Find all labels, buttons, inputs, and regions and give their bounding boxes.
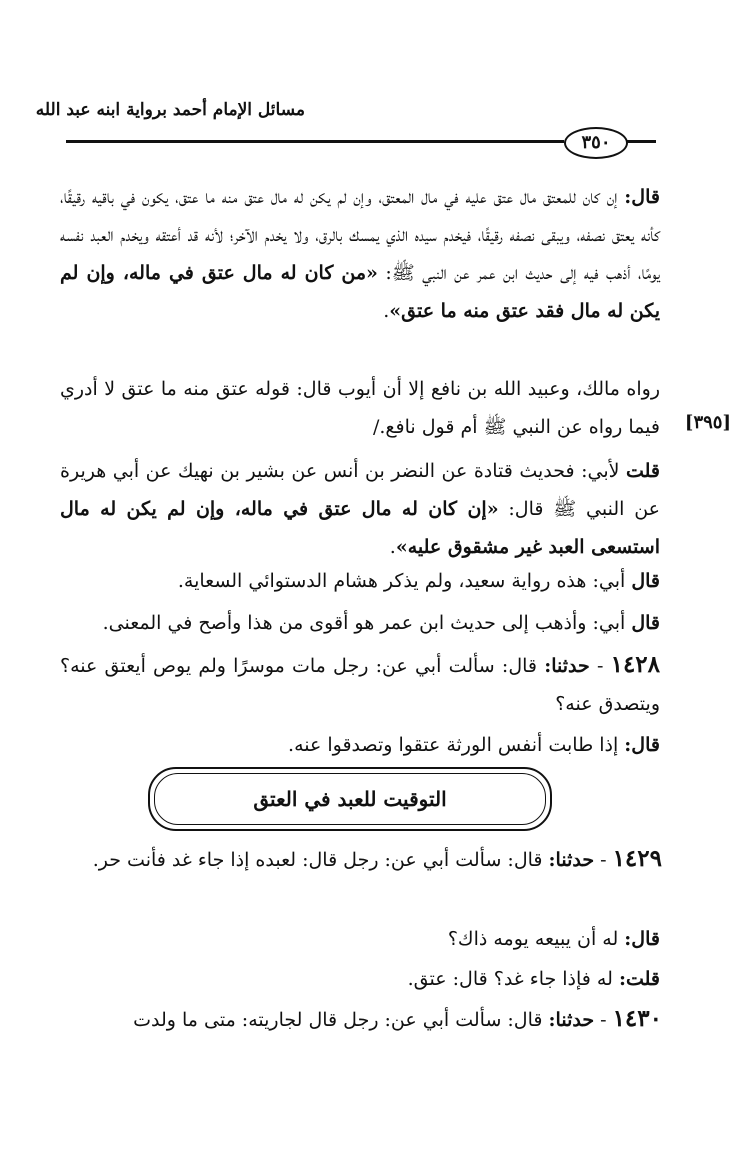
paragraph-1430 xyxy=(55,1000,662,1039)
entry-number: ١٤٢٩ xyxy=(612,845,662,872)
paragraph-text: قال: سألت أبي عن: رجل قال لجاريته: متى ما ولدت xyxy=(133,1009,549,1031)
speaker-label: قال: xyxy=(624,928,660,950)
paragraph-4 xyxy=(60,562,660,600)
entry-number: ١٤٣٠ xyxy=(612,1005,662,1032)
paragraph-text: رواه مالك، وعبيد الله بن نافع إلا أن أيوب قال: قوله عتق منه ما عتق لا أدري فيما رواه عن النبي ﷺ أم قول نافع./ xyxy=(60,378,660,438)
speaker-label: قال: xyxy=(624,186,660,208)
paragraph-3 xyxy=(60,452,660,566)
paragraph-end: . xyxy=(383,300,390,322)
speaker-label: قال xyxy=(631,570,660,592)
paragraph-text: أبي: هذه رواية سعيد، ولم يذكر هشام الدستوائي السعاية. xyxy=(177,570,632,592)
paragraph-10 xyxy=(60,960,660,998)
paragraph-text: له فإذا جاء غد؟ قال: عتق. xyxy=(407,968,619,990)
paragraph-1429 xyxy=(55,840,662,879)
narration-label: حدثنا: xyxy=(544,655,590,677)
narration-label: حدثنا: xyxy=(548,849,595,871)
entry-number: ١٤٢٨ xyxy=(610,651,661,678)
speaker-label: قلت: xyxy=(618,968,660,990)
section-heading-frame xyxy=(148,767,552,831)
hadith-quote: «من كان له مال عتق في ماله، وإن لم يكن له مال فقد عتق منه ما عتق» xyxy=(60,262,660,322)
entry-dash: - xyxy=(594,849,613,871)
header-rule-right xyxy=(626,140,656,143)
paragraph-text: إذا طابت أنفس الورثة عتقوا وتصدقوا عنه. xyxy=(288,734,625,756)
section-heading: التوقيت للعبد في العتق xyxy=(154,773,546,825)
paragraph-text: له أن يبيعه يومه ذاك؟ xyxy=(447,928,625,950)
paragraph-7 xyxy=(60,726,660,764)
speaker-label: قال: xyxy=(624,734,660,756)
header-rule xyxy=(66,140,564,143)
paragraph-1 xyxy=(60,178,660,330)
entry-dash: - xyxy=(594,1009,613,1031)
narration-label: حدثنا: xyxy=(548,1009,595,1031)
paragraph-1428 xyxy=(60,646,660,723)
paragraph-end: . xyxy=(389,536,396,558)
margin-page-reference: [٣٩٥] xyxy=(684,412,731,433)
hadith-quote: «إن كان له مال عتق في ماله، وإن لم يكن له مال استسعى العبد غير مشقوق عليه» xyxy=(60,498,660,558)
paragraph-text: لأبي: فحديث قتادة عن النضر بن أنس عن بشير بن نهيك عن أبي هريرة عن النبي ﷺ قال: xyxy=(60,460,660,520)
running-header-title: مسائل الإمام أحمد برواية ابنه عبد الله xyxy=(35,100,305,120)
paragraph-text: قال: سألت أبي عن: رجل قال: لعبده إذا جاء غد فأنت حر. xyxy=(92,849,549,871)
paragraph-5 xyxy=(60,604,660,642)
speaker-label: قلت xyxy=(625,460,660,482)
entry-dash: - xyxy=(589,655,611,677)
page-number: ٣٥٠ xyxy=(564,127,628,159)
paragraph-text: قال: سألت أبي عن: رجل مات موسرًا ولم يوص أيعتق عنه؟ ويتصدق عنه؟ xyxy=(60,655,660,715)
paragraph-text: أبي: وأذهب إلى حديث ابن عمر هو أقوى من هذا وأصح في المعنى. xyxy=(102,612,632,634)
paragraph-text: إن كان للمعتق مال عتق عليه في مال المعتق، وإن لم يكن له مال عتق منه ما عتق، يكون في باقيه رقيقًا، كأنه يعتق نصفه، ويبقى نصفه رقيقًا، فيخدم سيده الذي يمسك بالرق، ولا يخدم الآخر؛ لأنه قد أعتقه ويخدم العبد نفسه يومًا، أذهب فيه إلى حديث ابن عمر عن النبي ﷺ: xyxy=(60,186,661,284)
paragraph-2 xyxy=(60,370,660,446)
paragraph-9 xyxy=(60,920,660,958)
speaker-label: قال xyxy=(631,612,660,634)
